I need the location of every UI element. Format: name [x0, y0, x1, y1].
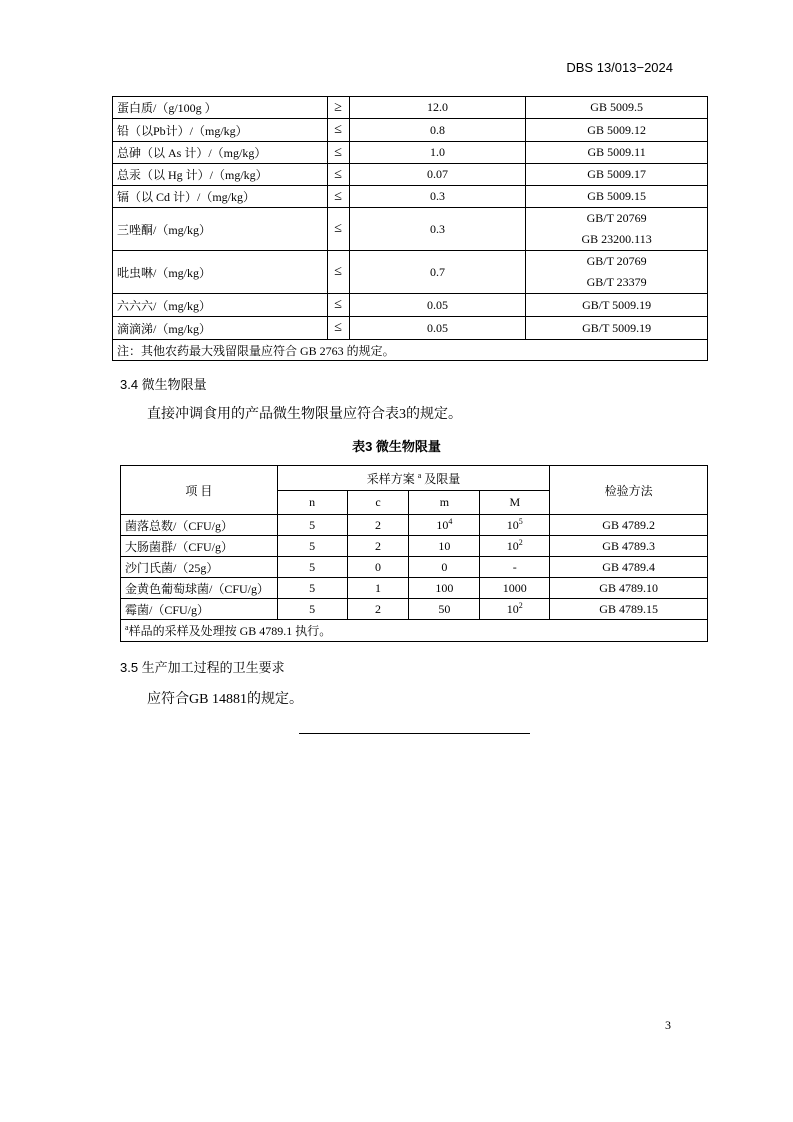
m-value: $10^4$ [409, 515, 480, 536]
method-cell [526, 119, 708, 142]
table-row [113, 251, 708, 294]
table-row [113, 164, 708, 186]
method-cell [526, 294, 708, 317]
method-cell [526, 208, 708, 251]
method-cell [526, 317, 708, 340]
item-cell: 蛋白质/（g/100g ） [113, 97, 328, 119]
limit-value: 0.8 [349, 119, 526, 142]
c-value: 1 [347, 578, 409, 599]
method-standard: GB 5009.12 [587, 122, 646, 137]
method-cell: GB 4789.2 [550, 515, 708, 536]
item-cell: 总汞（以 Hg 计）/（mg/kg） [113, 164, 328, 186]
comparison-symbol: ≤ [327, 186, 349, 208]
method-cell [526, 186, 708, 208]
item-cell: 滴滴涕/（mg/kg） [113, 317, 328, 340]
m-value: 50 [409, 599, 480, 620]
method-standard: GB/T 23379 [586, 275, 647, 289]
method-standard: GB/T 5009.19 [582, 320, 652, 335]
method-cell: GB 4789.4 [550, 557, 708, 578]
comparison-symbol: ≥ [327, 97, 349, 119]
method-standard: GB 5009.11 [587, 145, 646, 159]
n-value: 5 [277, 599, 347, 620]
limit-value: 0.3 [349, 186, 526, 208]
table-row [113, 142, 708, 164]
comparison-symbol: ≤ [327, 208, 349, 251]
item-cell: 六六六/（mg/kg） [113, 294, 328, 317]
method-cell [526, 251, 708, 294]
n-value: 5 [277, 515, 347, 536]
table-row [121, 578, 708, 599]
method-standard: GB/T 5009.19 [582, 297, 652, 312]
header-n: n [277, 491, 347, 515]
header-m: m [409, 491, 480, 515]
table-row [113, 294, 708, 317]
section-heading-3-4: 3.4 微生物限量 [120, 377, 207, 392]
table-row [113, 208, 708, 251]
item-cell: 菌落总数/（CFU/g） [121, 515, 278, 536]
m-value: 10 [409, 536, 480, 557]
section-paragraph-3-5: 应符合GB 14881的规定。 [147, 692, 303, 707]
limit-value: 0.7 [349, 251, 526, 294]
c-value: 0 [347, 557, 409, 578]
page-number: 3 [665, 1018, 671, 1032]
comparison-symbol: ≤ [327, 119, 349, 142]
n-value: 5 [277, 578, 347, 599]
table-row [121, 536, 708, 557]
header-M: M [480, 491, 550, 515]
M-value: $10^2$ [480, 599, 550, 620]
item-cell: 总砷（以 As 计）/（mg/kg） [113, 142, 328, 164]
M-value: $10^5$ [480, 515, 550, 536]
M-value: - [480, 557, 550, 578]
table3-note: $^a$样品的采样及处理按 GB 4789.1 执行。 [121, 620, 708, 642]
limit-value: 0.3 [349, 208, 526, 251]
table-caption: 表3 微生物限量 [352, 439, 441, 454]
m-value: 0 [409, 557, 480, 578]
comparison-symbol: ≤ [327, 317, 349, 340]
section-paragraph-3-4: 直接冲调食用的产品微生物限量应符合表3的规定。 [147, 407, 462, 422]
item-cell: 沙门氏菌/（25g） [121, 557, 278, 578]
table-row [121, 599, 708, 620]
method-standard: GB/T 20769 [586, 211, 647, 225]
c-value: 2 [347, 536, 409, 557]
M-value: 1000 [480, 578, 550, 599]
method-standard: GB 5009.5 [590, 100, 643, 114]
n-value: 5 [277, 557, 347, 578]
method-cell [526, 142, 708, 164]
item-cell: 霉菌/（CFU/g） [121, 599, 278, 620]
limit-value: 12.0 [349, 97, 526, 119]
limit-value: 0.07 [349, 164, 526, 186]
microbial-limits-table [120, 465, 708, 642]
header-c: c [347, 491, 409, 515]
method-cell [526, 164, 708, 186]
limit-value: 0.05 [349, 294, 526, 317]
item-cell: 铅（以Pb计）/（mg/kg） [113, 119, 328, 142]
table-row [113, 317, 708, 340]
c-value: 2 [347, 515, 409, 536]
m-value: 100 [409, 578, 480, 599]
table-row [121, 515, 708, 536]
contaminants-table [112, 96, 708, 361]
header-method: 检验方法 [550, 466, 708, 515]
item-cell: 吡虫啉/（mg/kg） [113, 251, 328, 294]
method-cell: GB 4789.15 [550, 599, 708, 620]
method-cell [526, 97, 708, 119]
header-sampling-plan: 采样方案 $^a$ 及限量 [277, 466, 549, 491]
item-cell: 大肠菌群/（CFU/g） [121, 536, 278, 557]
table-row [113, 97, 708, 119]
item-cell: 镉（以 Cd 计）/（mg/kg） [113, 186, 328, 208]
method-standard: GB 23200.113 [581, 232, 652, 246]
section-heading-3-5: 3.5 生产加工过程的卫生要求 [120, 660, 285, 675]
c-value: 2 [347, 599, 409, 620]
comparison-symbol: ≤ [327, 294, 349, 317]
method-cell: GB 4789.3 [550, 536, 708, 557]
item-cell: 三唑酮/（mg/kg） [113, 208, 328, 251]
limit-value: 0.05 [349, 317, 526, 340]
table-row [121, 557, 708, 578]
n-value: 5 [277, 536, 347, 557]
method-standard: GB 5009.17 [587, 167, 646, 181]
table2-note: 注：其他农药最大残留限量应符合 GB 2763 的规定。 [113, 340, 708, 361]
table-row [113, 119, 708, 142]
method-standard: GB 5009.15 [587, 189, 646, 203]
method-standard: GB/T 20769 [586, 254, 647, 268]
comparison-symbol: ≤ [327, 142, 349, 164]
comparison-symbol: ≤ [327, 251, 349, 294]
limit-value: 1.0 [349, 142, 526, 164]
item-cell: 金黄色葡萄球菌/（CFU/g） [121, 578, 278, 599]
end-rule [299, 733, 530, 734]
document-code: DBS 13/013−2024 [566, 60, 673, 75]
table-row [113, 186, 708, 208]
M-value: $10^2$ [480, 536, 550, 557]
header-item: 项 目 [121, 466, 278, 515]
comparison-symbol: ≤ [327, 164, 349, 186]
method-cell: GB 4789.10 [550, 578, 708, 599]
